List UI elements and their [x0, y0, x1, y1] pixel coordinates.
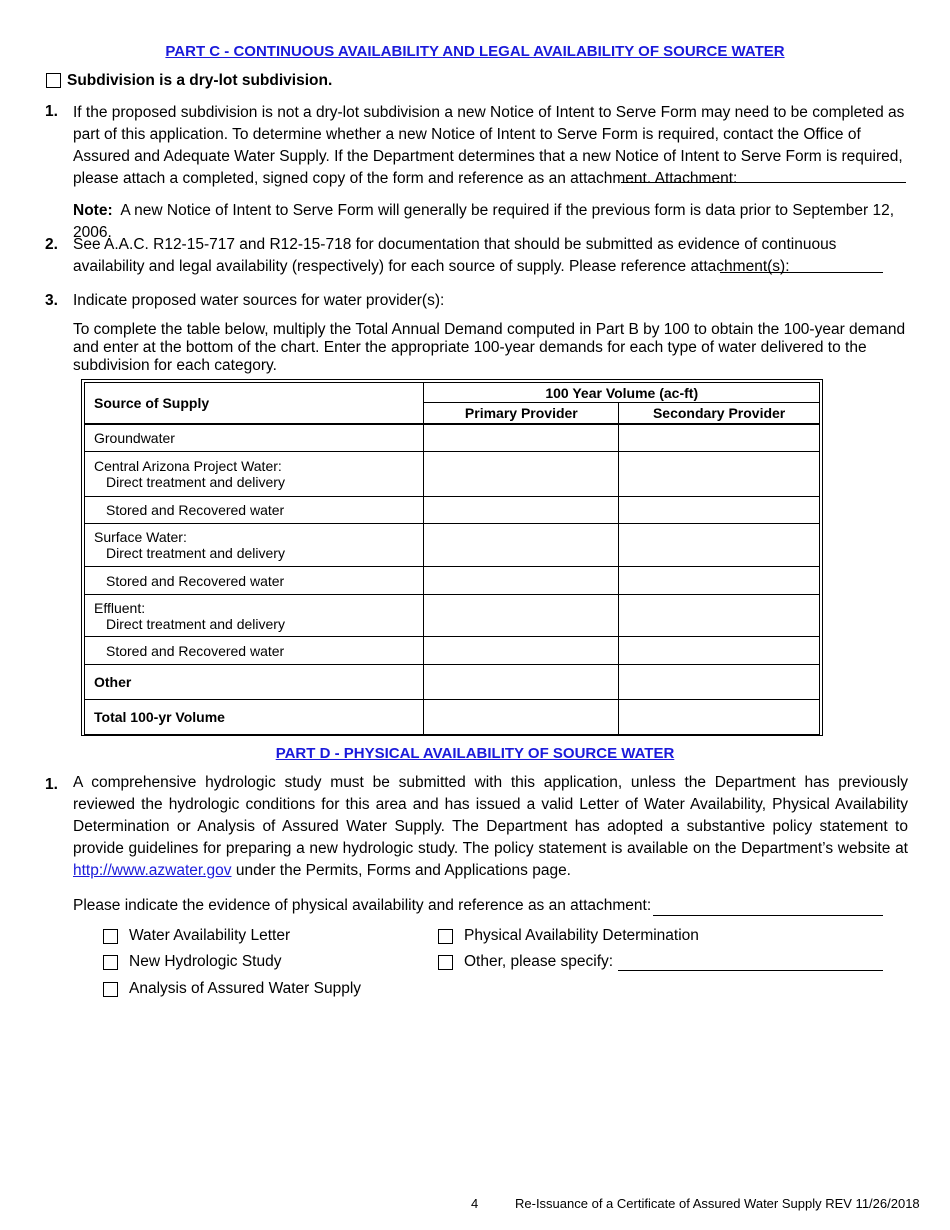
other-primary-cell[interactable] — [424, 665, 619, 700]
attachment-line[interactable] — [621, 182, 906, 183]
surface-direct-primary-cell[interactable] — [424, 524, 619, 567]
item-2-number: 2. — [45, 236, 58, 253]
secondary-provider-header: Secondary Provider — [619, 403, 820, 424]
effluent-direct-secondary-cell[interactable] — [619, 595, 820, 637]
row-cap-direct — [85, 452, 424, 497]
hydrologic-study-checkbox[interactable] — [103, 955, 118, 970]
item-1-body: If the proposed subdivision is not a dry-lot subdivision a new Notice of Intent to Serve Form may need to be completed as part of this application. To determine whether a new Notice of Intent to Serve Form is required, contact the Office of Assured and Adequate Water Supply. If the Department determines that a new Notice of Intent to Serve Form is required, please attach a completed, signed copy of the form and reference as an attachment. Attachment: — [73, 104, 905, 187]
effluent-stored-primary-cell[interactable] — [424, 637, 619, 665]
cap-direct-primary-cell[interactable] — [424, 452, 619, 497]
analysis-label: Analysis of Assured Water Supply — [129, 980, 362, 997]
item-1-text — [73, 102, 908, 190]
row-surface-stored: Stored and Recovered water — [85, 567, 424, 595]
surface-direct-label: Direct treatment and delivery — [106, 545, 285, 561]
row-groundwater: Groundwater — [85, 424, 424, 452]
part-d-item-1-body: A comprehensive hydrologic study must be submitted with this application, unless the Department has previously reviewed the hydrologic conditions for this area and has issued a valid Letter of Water Availability, Physical Availability Determination or Analysis of Assured Water Supply. The Department has adopted a substantive policy statement to provide guidelines for preparing a new hydrologic study. The policy statement is available on the Department’s website at — [73, 774, 908, 857]
azwater-link[interactable]: http://www.azwater.gov — [73, 862, 232, 879]
part-d-item-1-text — [73, 772, 908, 882]
footer-doc-title: Re-Issuance of a Certificate of Assured Water Supply REV 11/26/2018 — [515, 1196, 920, 1211]
item-3-instructions: To complete the table below, multiply the Total Annual Demand computed in Part B by 100 to obtain the 100-year demand and enter at the bottom of the chart. Enter the appropriate 100-year demands for each type of water delivered to the subdivision for each category. — [73, 321, 906, 374]
primary-provider-header: Primary Provider — [424, 403, 619, 424]
row-effluent-stored: Stored and Recovered water — [85, 637, 424, 665]
total-secondary-cell[interactable] — [619, 700, 820, 735]
note-text: A new Notice of Intent to Serve Form will generally be required if the previous form is data prior to September 12, 2006. — [73, 202, 895, 241]
cap-stored-primary-cell[interactable] — [424, 497, 619, 524]
cap-direct-label: Direct treatment and delivery — [106, 474, 285, 490]
page-number: 4 — [471, 1196, 479, 1211]
item-2-text: See A.A.C. R12-15-717 and R12-15-718 for documentation that should be submitted as evidence of continuous availability and legal availability (respectively) for each source of supply. Please reference attachment(s): — [73, 236, 837, 275]
row-other: Other — [85, 665, 424, 700]
effluent-stored-secondary-cell[interactable] — [619, 637, 820, 665]
physical-determination-label: Physical Availability Determination — [464, 927, 699, 944]
part-d-title: PART D - PHYSICAL AVAILABILITY OF SOURCE WATER — [275, 745, 675, 762]
analysis-checkbox[interactable] — [103, 982, 118, 997]
source-header: Source of Supply — [85, 383, 424, 424]
part-c-title: PART C - CONTINUOUS AVAILABILITY AND LEGAL AVAILABILITY OF SOURCE WATER — [165, 43, 785, 60]
cap-direct-secondary-cell[interactable] — [619, 452, 820, 497]
row-total: Total 100-yr Volume — [85, 700, 424, 735]
surface-stored-secondary-cell[interactable] — [619, 567, 820, 595]
evidence-attachment-line[interactable] — [653, 915, 883, 916]
physical-determination-checkbox[interactable] — [438, 929, 453, 944]
dry-lot-label: Subdivision is a dry-lot subdivision. — [67, 72, 333, 89]
dry-lot-checkbox[interactable] — [46, 73, 61, 88]
row-surface-direct — [85, 524, 424, 567]
surface-stored-primary-cell[interactable] — [424, 567, 619, 595]
row-cap-stored: Stored and Recovered water — [85, 497, 424, 524]
surface-label: Surface Water: — [94, 529, 187, 545]
groundwater-secondary-cell[interactable] — [619, 424, 820, 452]
cap-label: Central Arizona Project Water: — [94, 458, 282, 474]
effluent-direct-primary-cell[interactable] — [424, 595, 619, 637]
groundwater-primary-cell[interactable] — [424, 424, 619, 452]
item-3-number: 3. — [45, 292, 58, 309]
hydrologic-study-label: New Hydrologic Study — [129, 953, 282, 970]
water-letter-checkbox[interactable] — [103, 929, 118, 944]
water-letter-label: Water Availability Letter — [129, 927, 291, 944]
other-specify-line[interactable] — [618, 970, 883, 971]
reference-attachment-line[interactable] — [720, 272, 883, 273]
total-primary-cell[interactable] — [424, 700, 619, 735]
row-effluent-direct — [85, 595, 424, 637]
volume-header: 100 Year Volume (ac-ft) — [424, 383, 820, 403]
other-label: Other, please specify: — [464, 953, 614, 970]
note-label: Note: — [73, 202, 113, 219]
part-d-item-1-number: 1. — [45, 776, 58, 793]
evidence-prompt: Please indicate the evidence of physical availability and reference as an attachment: — [73, 897, 652, 914]
item-3-text: Indicate proposed water sources for water provider(s): — [73, 292, 445, 309]
cap-stored-secondary-cell[interactable] — [619, 497, 820, 524]
water-source-table — [81, 379, 823, 736]
other-secondary-cell[interactable] — [619, 665, 820, 700]
item-1-number: 1. — [45, 103, 58, 120]
effluent-label: Effluent: — [94, 599, 146, 616]
part-d-item-1-tail: under the Permits, Forms and Applications page. — [235, 862, 571, 879]
surface-direct-secondary-cell[interactable] — [619, 524, 820, 567]
effluent-direct-label: Direct treatment and delivery — [106, 615, 285, 632]
other-checkbox[interactable] — [438, 955, 453, 970]
